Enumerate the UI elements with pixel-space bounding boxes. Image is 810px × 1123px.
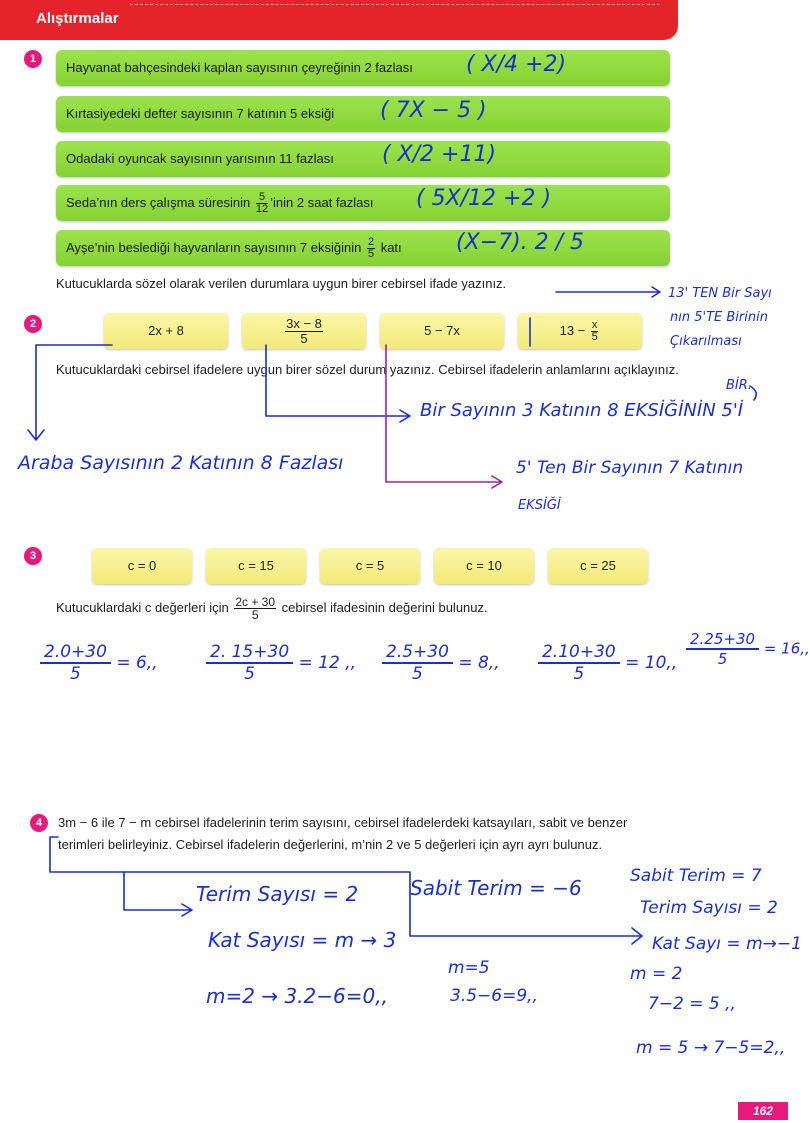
q2-note-4-line2: nın 5'TE Birinin bbox=[670, 310, 768, 325]
question-number-4: 4 bbox=[30, 814, 48, 832]
q4-instruction-line1: 3m − 6 ile 7 − m cebirsel ifadelerinin terim sayısını, cebirsel ifadelerdeki katsayıları, sabit ve benzer bbox=[58, 815, 628, 830]
q2-instruction: Kutucuklardaki cebirsel ifadelere uygun birer sözel durum yazınız. Cebirsel ifadelerin anlamlarını açıklayınız. bbox=[56, 362, 679, 377]
q4-note-kat-2: Kat Sayı = m→−1 bbox=[652, 934, 802, 954]
question-number-1: 1 bbox=[24, 50, 42, 68]
q2-box-3: 5 − 7x bbox=[380, 313, 504, 349]
q1-answer-2: ( 7X − 5 ) bbox=[380, 98, 487, 123]
q2-note-2: Bir Sayının 3 Katının 8 EKSİĞİNİN 5'İ bbox=[420, 400, 744, 421]
q2-note-1: Araba Sayısının 2 Katının 8 Fazlası bbox=[18, 452, 344, 474]
q1-item-4: Seda’nın ders çalışma süresinin $\frac{5}{12}$ ’inin 2 saat fazlası bbox=[56, 185, 670, 221]
q4-note-m2-calc: m=2 → 3.2−6=0,, bbox=[206, 984, 388, 1008]
section-title: Alıştırmalar bbox=[28, 6, 133, 32]
q1-answer-4: ( 5X/12 +2 ) bbox=[416, 186, 552, 211]
q4-note-sabit-2: Sabit Terim = 7 bbox=[630, 866, 762, 886]
q4-instruction-line2: terimleri belirleyiniz. Cebirsel ifadelerin değerlerini, m’nin 2 ve 5 değerleri için ayrı ayrı bulunuz. bbox=[58, 837, 603, 852]
q3-answer-4: $\frac{2.10+30}{5}$ = 10,, bbox=[538, 642, 677, 684]
arrow-to-note-4 bbox=[556, 287, 660, 297]
q4-note-sabit-1: Sabit Terim = −6 bbox=[410, 876, 582, 900]
page-number: 162 bbox=[738, 1102, 788, 1120]
q2-note-2-prefix: BİR. bbox=[726, 378, 752, 393]
q3-box-2: c = 15 bbox=[206, 548, 306, 584]
q4-note-m5-calc: 3.5−6=9,, bbox=[450, 986, 538, 1006]
q1-answer-5: (X−7). 2 / 5 bbox=[456, 230, 585, 255]
q4-note-terim-1: Terim Sayısı = 2 bbox=[196, 882, 359, 906]
q4-note-m2b-label: m = 2 bbox=[630, 964, 683, 984]
q2-box-4: 13 − $\frac{x}{5}$ bbox=[518, 313, 642, 349]
q3-box-1: c = 0 bbox=[92, 548, 192, 584]
q2-note-4-line1: 13' TEN Bir Sayı bbox=[668, 286, 772, 301]
q3-box-5: c = 25 bbox=[548, 548, 648, 584]
note-2-hook bbox=[750, 386, 756, 400]
arrow-to-note-1 bbox=[28, 345, 112, 440]
q2-note-3-line1: 5' Ten Bir Sayının 7 Katının bbox=[516, 458, 744, 478]
q1-item-5: Ayşe’nin beslediği hayvanların sayısının 7 eksiğinin $\frac{2}{5}$ katı bbox=[56, 230, 670, 266]
q2-note-3-line2: EKSİĞİ bbox=[518, 498, 561, 513]
q3-answer-3: $\frac{2.5+30}{5}$ = 8,, bbox=[382, 642, 500, 684]
fraction: $\frac{3x - 8}{5}$ bbox=[286, 316, 322, 346]
fraction: $\frac{5}{12}$ bbox=[255, 191, 269, 216]
q1-item-3: Odadaki oyuncak sayısının yarısının 11 fazlası bbox=[56, 141, 670, 177]
q3-answer-2: $\frac{2. 15+30}{5}$ = 12 ,, bbox=[206, 642, 356, 684]
arrow-to-q4-right bbox=[50, 837, 642, 944]
question-number-2: 2 bbox=[24, 315, 42, 333]
fraction: $\frac{x}{5}$ bbox=[591, 319, 598, 344]
q2-box-1: 2x + 8 bbox=[104, 313, 228, 349]
arrow-to-q4-left bbox=[124, 872, 192, 916]
q4-note-m5b-calc: m = 5 → 7−5=2,, bbox=[636, 1038, 786, 1058]
q4-note-m5-label: m=5 bbox=[448, 958, 490, 978]
q1-answer-1: ( X/4 +2) bbox=[466, 52, 567, 77]
arrow-to-note-2 bbox=[266, 345, 410, 422]
q3-box-3: c = 5 bbox=[320, 548, 420, 584]
fraction: $\frac{2}{5}$ bbox=[367, 236, 375, 261]
q3-instruction: Kutucuklardaki c değerleri için $\frac{2c + 30}{5}$ cebirsel ifadesinin değerini bulunuz. bbox=[56, 595, 488, 622]
q4-note-terim-2: Terim Sayısı = 2 bbox=[640, 898, 778, 918]
q2-note-4-line3: Çıkarılması bbox=[670, 334, 742, 349]
q1-item-2: Kırtasiyedeki defter sayısının 7 katının 5 eksiği bbox=[56, 96, 670, 132]
question-number-3: 3 bbox=[24, 547, 42, 565]
q4-note-m2b-calc: 7−2 = 5 ,, bbox=[648, 994, 736, 1014]
q3-answer-1: $\frac{2.0+30}{5}$ = 6,, bbox=[40, 642, 158, 684]
q1-instruction: Kutucuklarda sözel olarak verilen durumlara uygun birer cebirsel ifade yazınız. bbox=[56, 276, 507, 291]
q1-item-1: Hayvanat bahçesindeki kaplan sayısının çeyreğinin 2 fazlası bbox=[56, 50, 670, 86]
q1-answer-3: ( X/2 +11) bbox=[382, 142, 497, 167]
q3-box-4: c = 10 bbox=[434, 548, 534, 584]
q3-answer-5: $\frac{2.25+30}{5}$ = 16,, bbox=[686, 630, 810, 668]
q4-note-kat-1: Kat Sayısı = m → 3 bbox=[208, 928, 397, 952]
fraction: $\frac{2c + 30}{5}$ bbox=[235, 595, 276, 622]
